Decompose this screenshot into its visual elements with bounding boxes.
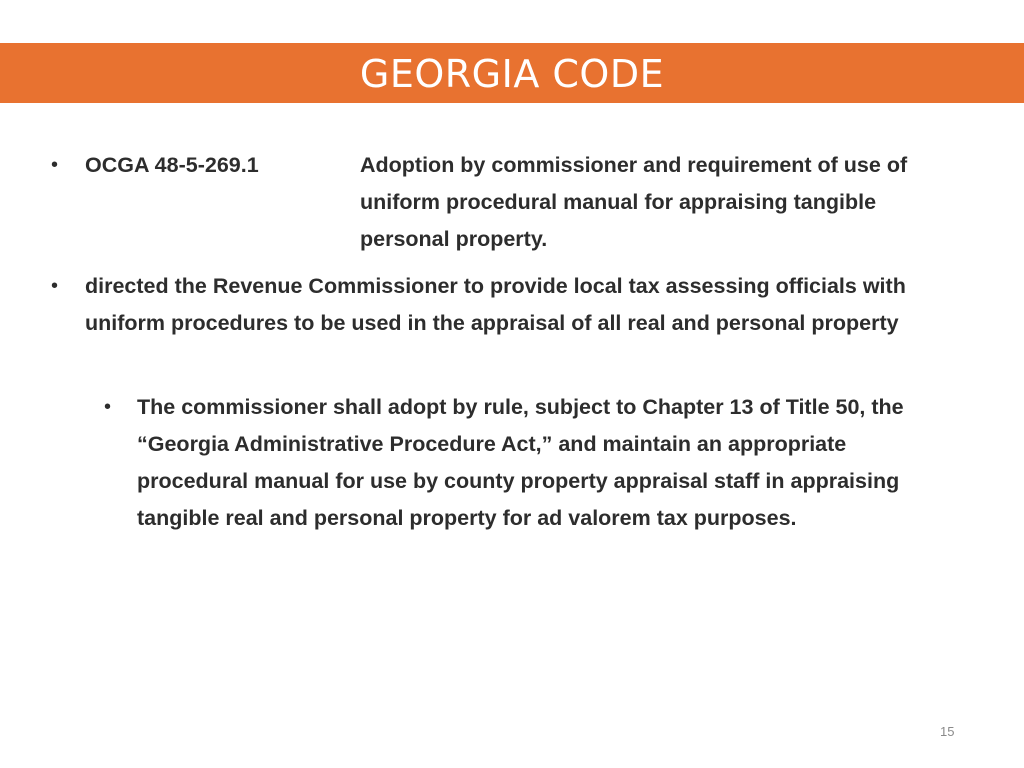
sub-bullet-text: The commissioner shall adopt by rule, subject to Chapter 13 of Title 50, the “Georgia Administrative Procedure Act,” and maintain an appropriate procedural manual for use by county property appraisal staff in appraising tangible real and personal property for ad valorem tax purposes. [137,395,904,530]
code-reference: OCGA 48-5-269.1 [85,153,259,177]
bullet-icon: • [51,275,59,297]
bullet-text: directed the Revenue Commissioner to provide local tax assessing officials with uniform procedures to be used in the appraisal of all real and personal property [85,274,906,335]
slide-title: GEORGIA CODE [359,52,665,96]
title-bar [0,43,1024,103]
bullet-icon: • [51,154,59,176]
sub-bullet-icon: • [104,396,112,418]
code-description: Adoption by commissioner and requirement of use of uniform procedural manual for appraising tangible personal property. [360,153,908,251]
page-number: 15 [940,724,955,739]
